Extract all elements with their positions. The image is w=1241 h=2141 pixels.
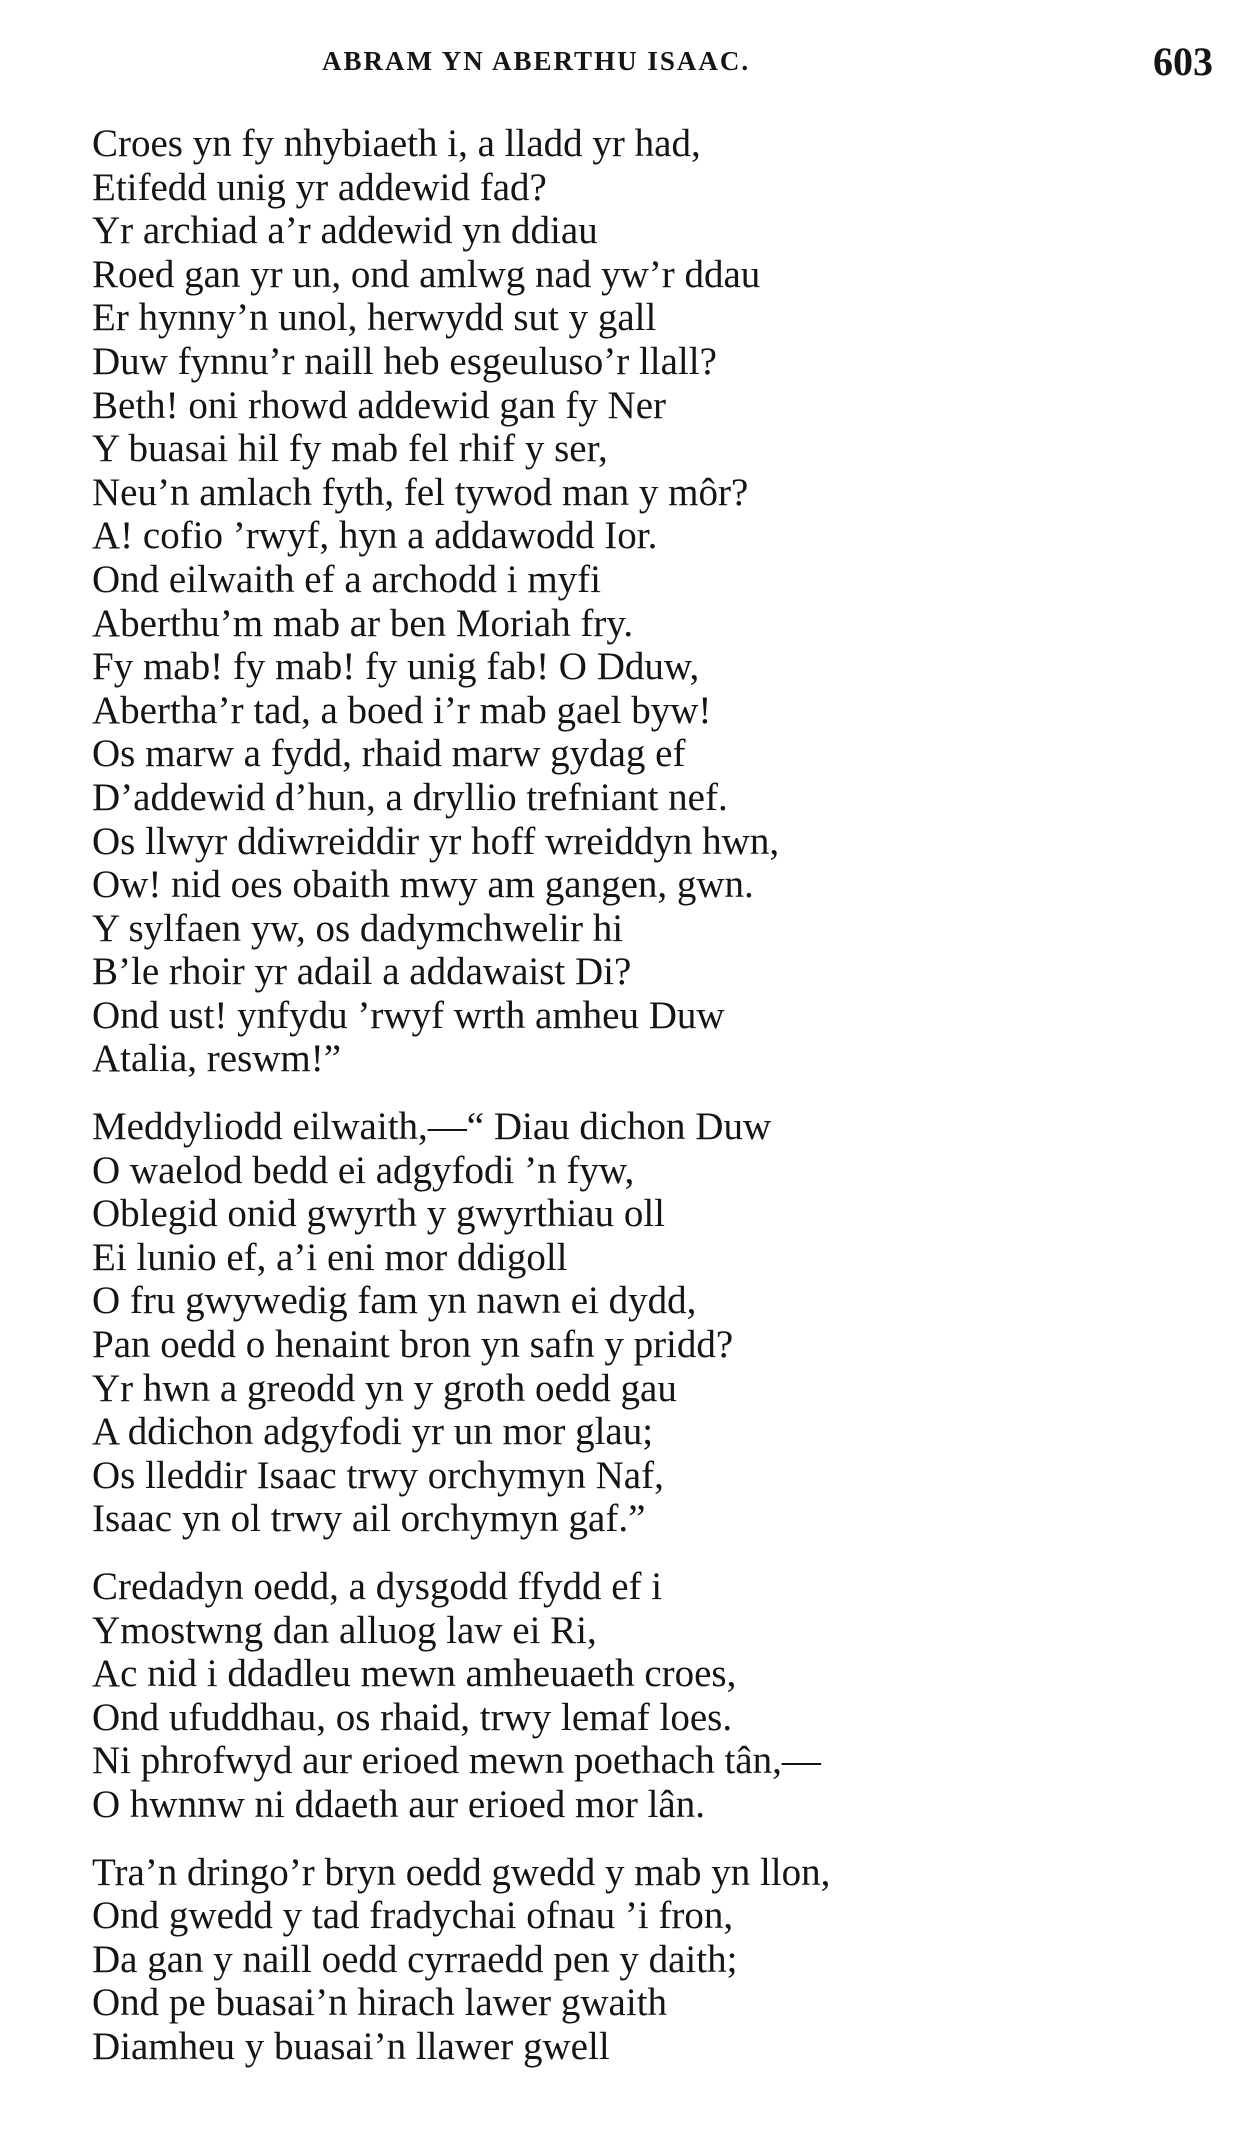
verse-line: Diamheu y buasai’n llawer gwell bbox=[92, 2024, 610, 2068]
verse-line: Os marw a fydd, rhaid marw gydag ef bbox=[92, 732, 686, 776]
stanza bbox=[92, 1851, 1212, 2069]
verse-line: Etifedd unig yr addewid fad? bbox=[92, 165, 547, 209]
verse-line: A! cofio ’rwyf, hyn a addawodd Ior. bbox=[92, 514, 658, 558]
poem-body bbox=[92, 122, 1212, 2069]
verse-line: Fy mab! fy mab! fy unig fab! O Dduw, bbox=[92, 645, 700, 689]
verse-line: Credadyn oedd, a dysgodd ffydd ef i bbox=[92, 1565, 663, 1608]
running-header bbox=[0, 38, 1241, 88]
verse-line: Ond gwedd y tad fradychai ofnau ’i fron, bbox=[92, 1894, 734, 1938]
verse-line: O fru gwywedig fam yn nawn ei dydd, bbox=[92, 1279, 697, 1323]
verse-line: Ond ust! ynfydu ’rwyf wrth amheu Duw bbox=[92, 993, 725, 1037]
running-title: ABRAM YN ABERTHU ISAAC. bbox=[322, 46, 751, 76]
verse-line: Ond eilwaith ef a archodd i myfi bbox=[92, 557, 601, 601]
verse-line: Ond ufuddhau, os rhaid, trwy lemaf loes. bbox=[92, 1695, 733, 1739]
verse-line: O hwnnw ni ddaeth aur erioed mor lân. bbox=[92, 1782, 705, 1826]
verse-line: Ei lunio ef, a’i eni mor ddigoll bbox=[92, 1235, 568, 1279]
verse-line: Roed gan yr un, ond amlwg nad yw’r ddau bbox=[92, 252, 761, 296]
verse-line: Ow! nid oes obaith mwy am gangen, gwn. bbox=[92, 863, 754, 907]
verse-line: Isaac yn ol trwy ail orchymyn gaf.” bbox=[92, 1497, 646, 1541]
stanza bbox=[92, 122, 1212, 1081]
verse-line: Oblegid onid gwyrth y gwyrthiau oll bbox=[92, 1192, 666, 1236]
verse-line: B’le rhoir yr adail a addawaist Di? bbox=[92, 950, 632, 994]
verse-line: Croes yn fy nhybiaeth i, a lladd yr had, bbox=[92, 122, 701, 165]
verse-line: D’addewid d’hun, a dryllio trefniant nef. bbox=[92, 775, 728, 819]
verse-line: Y buasai hil fy mab fel rhif y ser, bbox=[92, 427, 608, 471]
verse-line: O waelod bedd ei adgyfodi ’n fyw, bbox=[92, 1148, 635, 1192]
verse-line: Os lleddir Isaac trwy orchymyn Naf, bbox=[92, 1453, 664, 1497]
verse-line: Meddyliodd eilwaith,—“ Diau dichon Duw bbox=[92, 1105, 772, 1149]
verse-line: Pan oedd o henaint bron yn safn y pridd? bbox=[92, 1323, 734, 1367]
verse-line: Da gan y naill oedd cyrraedd pen y daith; bbox=[92, 1937, 738, 1981]
page-number: 603 bbox=[1153, 39, 1213, 84]
verse-line: Tra’n dringo’r bryn oedd gwedd y mab yn llon, bbox=[92, 1850, 831, 1894]
verse-line: Ni phrofwyd aur erioed mewn poethach tân,— bbox=[92, 1739, 821, 1783]
verse-line: Ac nid i ddadleu mewn amheuaeth croes, bbox=[92, 1652, 737, 1696]
verse-line: Y sylfaen yw, os dadymchwelir hi bbox=[92, 906, 624, 950]
stanza bbox=[92, 1105, 1212, 1541]
verse-line: Atalia, reswm!” bbox=[92, 1037, 342, 1081]
verse-line: Beth! oni rhowd addewid gan fy Ner bbox=[92, 383, 667, 427]
verse-line: Ymostwng dan alluog law ei Ri, bbox=[92, 1608, 597, 1652]
verse-line: Os llwyr ddiwreiddir yr hoff wreiddyn hwn, bbox=[92, 819, 780, 863]
verse-line: Er hynny’n unol, herwydd sut y gall bbox=[92, 296, 657, 340]
verse-line: Ond pe buasai’n hirach lawer gwaith bbox=[92, 1981, 668, 2025]
verse-line: Yr archiad a’r addewid yn ddiau bbox=[92, 209, 598, 253]
verse-line: A ddichon adgyfodi yr un mor glau; bbox=[92, 1410, 654, 1454]
verse-line: Abertha’r tad, a boed i’r mab gael byw! bbox=[92, 688, 712, 732]
verse-line: Duw fynnu’r naill heb esgeuluso’r llall? bbox=[92, 339, 717, 383]
stanza bbox=[92, 1565, 1212, 1827]
verse-line: Neu’n amlach fyth, fel tywod man y môr? bbox=[92, 470, 749, 514]
verse-line: Aberthu’m mab ar ben Moriah fry. bbox=[92, 601, 634, 645]
verse-line: Yr hwn a greodd yn y groth oedd gau bbox=[92, 1366, 677, 1410]
